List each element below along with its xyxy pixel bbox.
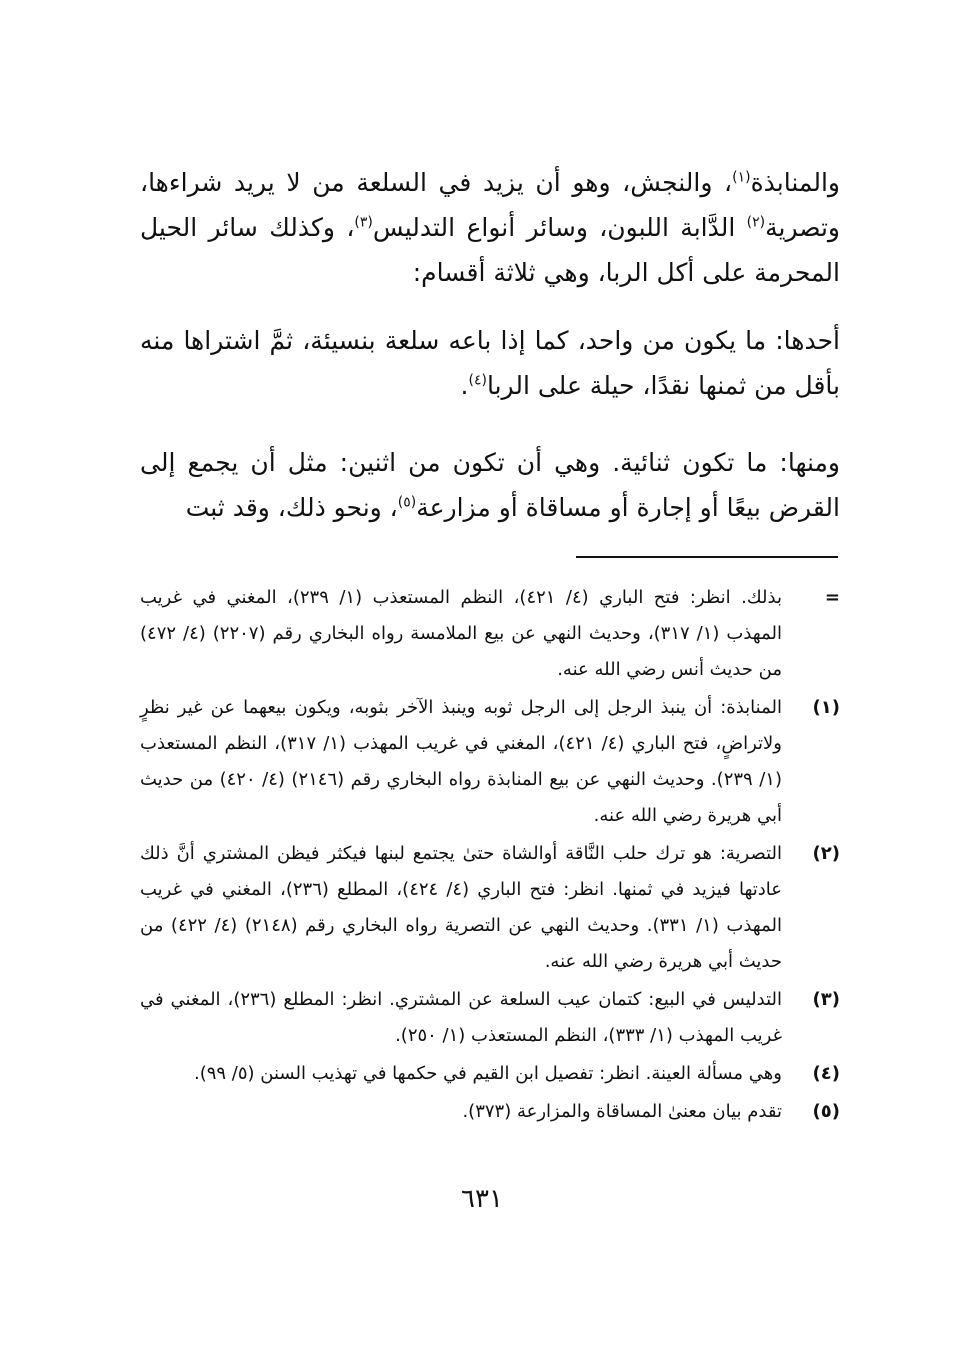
footnote-text: المنابذة: أن ينبذ الرجل إلى الرجل ثوبه وينبذ الآخر بثوبه، ويكون بيعهما عن غير نظرٍ ولاتراضٍ، فتح الباري (٤/ ٤٢١)، المغني في غريب المهذب (١/ ٣١٧)، النظم المستعذب (١/ ٢٣٩). وحديث النهي عن بيع المنابذة رواه البخاري رقم (٢١٤٦) (٤/ ٤٢٠) من حديث أبي هريرة رضي الله عنه. bbox=[140, 697, 782, 826]
footnote-ref-3[interactable]: (٣) bbox=[354, 214, 373, 231]
text-segment: ، وكذلك سائر الحيل المحرمة على أكل الربا، وهي ثلاثة أقسام: bbox=[140, 213, 840, 287]
footnote-4 bbox=[140, 1056, 840, 1092]
footnote-3 bbox=[140, 982, 840, 1054]
footnote-number: (٣) bbox=[812, 989, 840, 1010]
footnote-ref-1[interactable]: (١) bbox=[732, 169, 751, 186]
page-number: ٦٣١ bbox=[461, 1184, 503, 1214]
main-paragraph-1 bbox=[140, 160, 840, 295]
text-segment: ، والنجش، وهو أن يزيد في السلعة من لا يريد شراءها، وتصرية bbox=[140, 168, 840, 242]
footnote-text: وهي مسألة العينة. انظر: تفصيل ابن القيم في حكمها في تهذيب السنن (٥/ ٩٩). bbox=[193, 1063, 782, 1084]
footnote-continuation bbox=[140, 580, 840, 688]
footnote-5 bbox=[140, 1094, 840, 1130]
text-segment: أحدها: ما يكون من واحد، كما إذا باعه سلعة بنسيئة، ثمَّ اشتراها منه بأقل من ثمنها نقدًا، حيلة على الربا bbox=[140, 326, 840, 400]
footnote-text: التدليس في البيع: كتمان عيب السلعة عن المشتري. انظر: المطلع (٢٣٦)، المغني في غريب المهذب (١/ ٣٣٣)، النظم المستعذب (١/ ٢٥٠). bbox=[140, 989, 782, 1046]
footnote-1 bbox=[140, 690, 840, 834]
footnote-2 bbox=[140, 836, 840, 980]
footnote-text: التصرية: هو ترك حلب النَّاقة أوالشاة حتىٰ يجتمع لبنها فيكثر فيظن المشتري أنَّ ذلك عادتها فيزيد في ثمنها. انظر: فتح الباري (٤/ ٤٢٤)، المطلع (٢٣٦)، المغني في غريب المهذب (١/ ٣٣١). وحديث النهي عن التصرية رواه البخاري رقم (٢١٤٨) (٤/ ٤٢٢) من حديث أبي هريرة رضي الله عنه. bbox=[140, 843, 782, 972]
footnote-text: تقدم بيان معنىٰ المساقاة والمزارعة (٣٧٣). bbox=[462, 1101, 782, 1122]
footnote-text: بذلك. انظر: فتح الباري (٤/ ٤٢١)، النظم المستعذب (١/ ٢٣٩)، المغني في غريب المهذب (١/ ٣١٧)، وحديث النهي عن بيع الملامسة رواه البخاري رقم (٢٢٠٧) (٤/ ٤٧٢) من حديث أنس رضي الله عنه. bbox=[140, 587, 782, 680]
footnote-number: (١) bbox=[812, 697, 840, 718]
continuation-mark: = bbox=[824, 587, 840, 608]
text-segment: والمنابذة bbox=[750, 168, 840, 197]
text-segment: . bbox=[460, 371, 469, 400]
footnote-separator bbox=[576, 556, 838, 558]
footnote-ref-5[interactable]: (٥) bbox=[397, 494, 417, 511]
footnote-ref-4[interactable]: (٤) bbox=[468, 372, 487, 389]
footnote-number: (٤) bbox=[812, 1063, 840, 1084]
footnote-number: (٢) bbox=[812, 843, 840, 864]
main-paragraph-2 bbox=[140, 318, 840, 408]
text-segment: ومنها: ما تكون ثنائية. وهي أن تكون من اثنين: مثل أن يجمع إلى القرض بيعًا أو إجارة أو مساقاة أو مزارعة bbox=[140, 448, 840, 522]
footnotes-section bbox=[140, 580, 840, 1132]
text-segment: ، ونحو ذلك، وقد ثبت bbox=[185, 493, 398, 522]
footnote-number: (٥) bbox=[812, 1101, 840, 1122]
main-paragraph-3 bbox=[140, 440, 840, 530]
text-segment: الدَّابة اللبون، وسائر أنواع التدليس bbox=[372, 213, 747, 242]
footnote-ref-2[interactable]: (٢) bbox=[746, 214, 766, 231]
